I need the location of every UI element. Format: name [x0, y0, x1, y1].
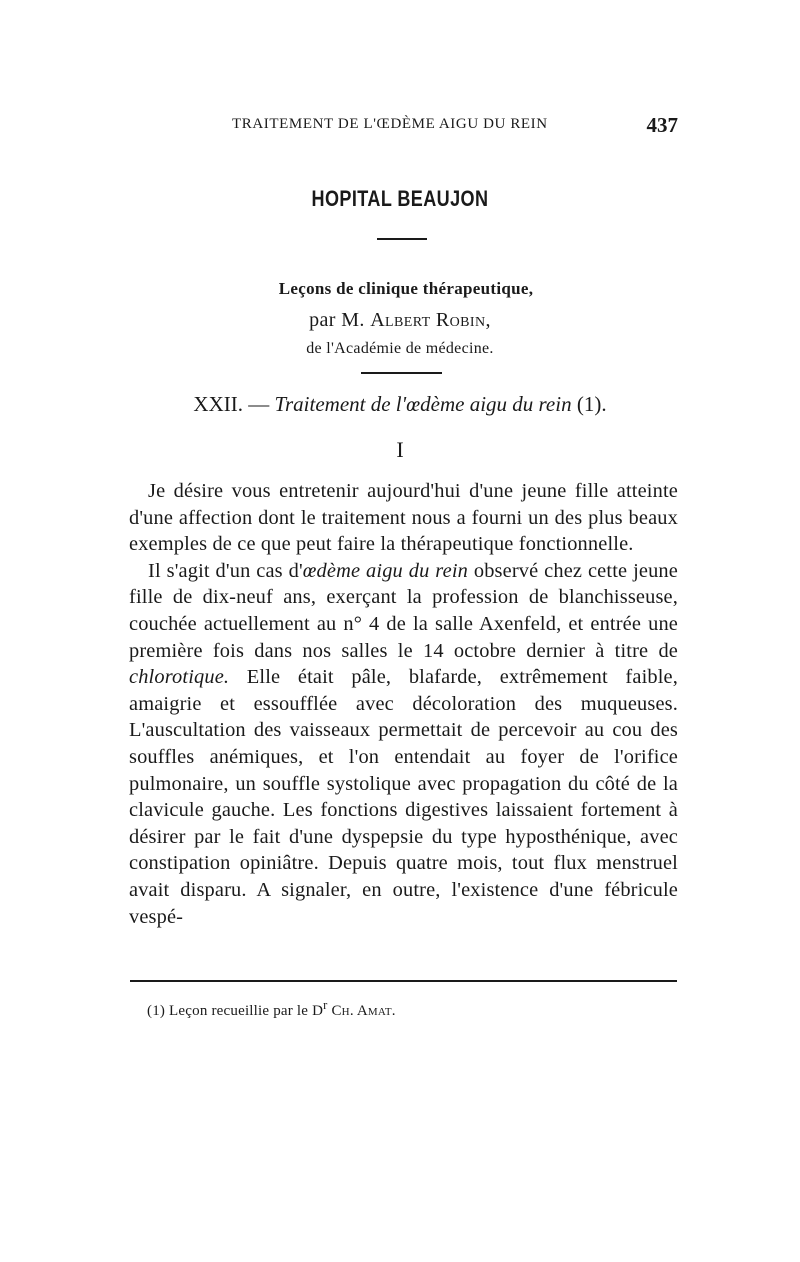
footnote-reference: (1).: [576, 392, 607, 416]
chapter-title: [0, 392, 800, 417]
section-number: I: [396, 437, 404, 462]
author-affiliation: de l'Académie de médecine.: [306, 340, 494, 357]
italic-term: œdème aigu du rein: [302, 559, 468, 582]
footnote: (1) Leçon recueillie par le $D^r$ Ch. Amat.: [147, 998, 396, 1019]
body-text: [129, 478, 678, 930]
author-byline: [0, 309, 800, 332]
running-head: [232, 113, 678, 140]
footnote-author: Ch. Amat.: [331, 1003, 396, 1019]
lecons-subtitle: Leçons de clinique thérapeutique,: [278, 279, 534, 298]
heading-rule: [377, 238, 427, 240]
paragraph: Je désire vous entretenir aujourd'hui d'une jeune fille atteinte d'une affection dont le traitement nous a fourni un des plus beaux exemples de ce que peut faire la thérapeutique fonctionnelle.: [129, 480, 678, 556]
hospital-heading: HOPITAL BEAUJON: [311, 186, 489, 211]
running-title: TRAITEMENT DE L'ŒDÈME AIGU DU REIN: [232, 116, 548, 132]
italic-term: chlorotique.: [129, 666, 230, 689]
chapter-number: XXII. —: [193, 392, 270, 416]
byline-prefix: par M.: [309, 309, 371, 331]
chapter-title-text: Traitement de l'œdème aigu du rein: [274, 392, 572, 416]
paragraph: Il s'agit d'un cas d'œdème aigu du rein observé chez cette jeune fille de dix-neuf ans, exerçant la profession de blanchisseuse, couchée actuellement au n° 4 de la salle Axenfeld, et entrée une première fois dans nos salles le 14 octobre dernier à titre de chlorotique. Elle était pâle, blafarde, extrêmement faible, amaigrie et essoufflée avec décoloration des muqueuses. L'auscultation des vaisseaux permettait de percevoir au cou des souffles anémiques, et l'on entendait au foyer de l'orifice pulmonaire, un souffle systolique avec propagation du côté de la clavicule gauche. Les fonctions digestives laissaient fortement à désirer par le fait d'une dyspepsie du type hyposthénique, avec constipation opiniâtre. Depuis quatre mois, tout flux menstruel avait disparu. A signaler, en outre, l'existence d'une fébricule vespé-: [129, 559, 678, 928]
page-number: 437: [646, 113, 678, 137]
section-rule: [361, 372, 442, 374]
author-name: Albert Robin,: [370, 309, 491, 331]
footnote-rule: [130, 980, 677, 982]
footnote-mark: (1): [147, 1003, 166, 1019]
